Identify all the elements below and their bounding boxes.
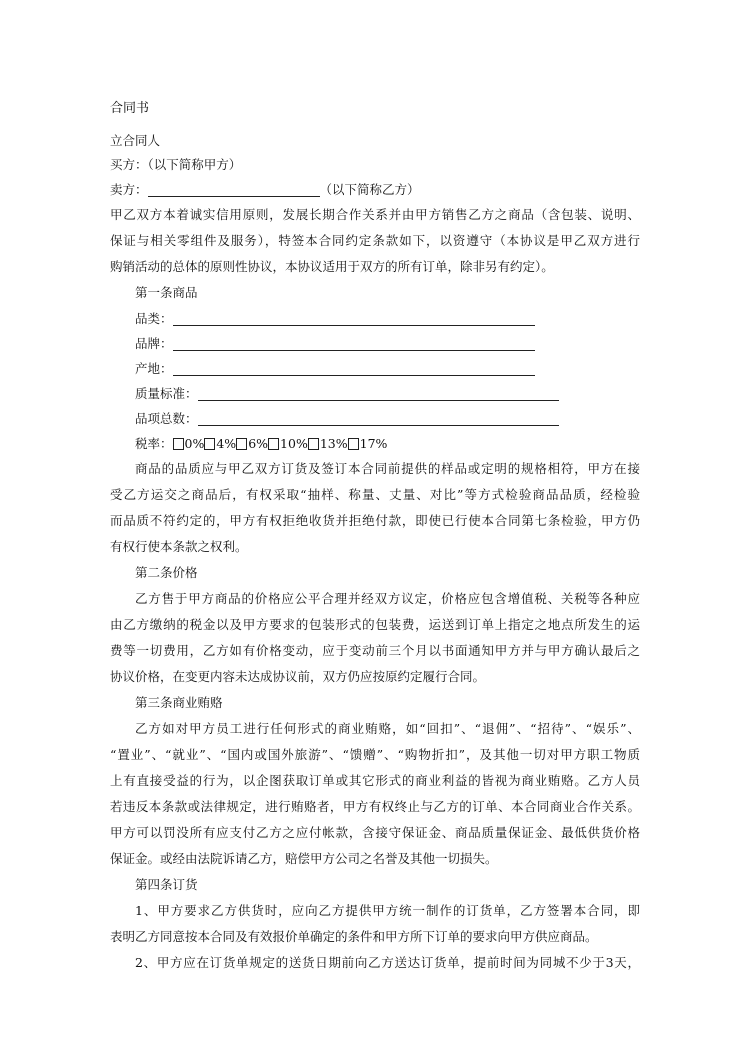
- tax-label: 税率：: [135, 436, 173, 451]
- article-4-line: 1、甲方要求乙方供货时，应向乙方提供甲方统一制作的订货单，乙方签署本合同，即: [135, 903, 640, 918]
- parties-heading: 立合同人: [110, 133, 161, 148]
- article-3-line: 保证金。或经由法院诉请乙方，赔偿甲方公司之名誉及其他一切损失。: [110, 851, 498, 866]
- article-2-line: 费等一切费用，乙方如有价格变动，应于变动前三个月以书面通知甲方并与甲方确认最后之: [110, 643, 640, 658]
- tax-option: 13%: [319, 436, 348, 451]
- brand-field: [135, 336, 535, 352]
- seller-label: 卖方：: [110, 182, 148, 197]
- total-blank: [198, 412, 559, 426]
- quality-blank: [198, 387, 559, 401]
- intro-line: 购销活动的总体的原则性协议，本协议适用于双方的所有订单，除非另有约定）。: [110, 259, 554, 274]
- category-field: [135, 311, 535, 327]
- intro-line: 保证与相关零组件及服务），特签本合同约定条款如下，以资遵守（本协议是甲乙双方进行: [110, 233, 640, 248]
- tax-checkbox[interactable]: [173, 438, 184, 450]
- article-1-line: 商品的品质应与甲乙双方订货及签订本合同前提供的样品或定明的规格相符，甲方在接: [135, 461, 640, 476]
- article-3-heading: 第三条商业贿赂: [135, 695, 223, 710]
- brand-blank: [173, 337, 535, 351]
- seller-line: [110, 182, 420, 198]
- article-2-line: 协议价格，在变更内容未达成协议前，双方仍应按原约定履行合同。: [110, 669, 486, 684]
- category-label: 品类：: [135, 311, 173, 326]
- article-1-heading: 第一条商品: [135, 285, 198, 300]
- quality-label: 质量标准：: [135, 386, 198, 401]
- tax-checkbox[interactable]: [268, 438, 279, 450]
- doc-title: 合同书: [110, 101, 150, 116]
- tax-checkbox[interactable]: [348, 438, 359, 450]
- origin-field: [135, 361, 535, 377]
- article-3-line: “置业”、“就业”、“国内或国外旅游”、“馈赠”、“购物折扣”，及其他一切对甲方职工物质: [110, 747, 640, 762]
- article-2-line: 乙方售于甲方商品的价格应公平合理并经双方议定，价格应包含增值税、关税等各种应: [135, 591, 640, 606]
- quality-field: [135, 386, 559, 402]
- total-label: 品项总数：: [135, 411, 198, 426]
- brand-label: 品牌：: [135, 336, 173, 351]
- article-3-line: 上有直接受益的行为，以企图获取订单或其它形式的商业利益的皆视为商业贿赂。乙方人员: [110, 773, 640, 788]
- tax-option: 17%: [359, 436, 388, 451]
- buyer-line: 买方：（以下简称甲方）: [110, 157, 242, 172]
- tax-checkbox[interactable]: [204, 438, 215, 450]
- intro-line: 甲乙双方本着诚实信用原则，发展长期合作关系并由甲方销售乙方之商品（含包装、说明、: [110, 207, 640, 222]
- tax-option: 4%: [216, 436, 237, 451]
- tax-rate-field: [135, 436, 387, 452]
- article-4-heading: 第四条订货: [135, 877, 198, 892]
- article-1-line: 受乙方运交之商品后，有权采取“抽样、称量、丈量、对比”等方式检验商品品质，经检验: [110, 487, 640, 502]
- article-4-line: 2、甲方应在订货单规定的送货日期前向乙方送达订货单，提前时间为同城不少于3天，: [135, 955, 640, 970]
- article-3-line: 乙方如对甲方员工进行任何形式的商业贿赂，如“回扣”、“退佣”、“招待”、“娱乐”、: [135, 721, 640, 736]
- article-2-heading: 第二条价格: [135, 565, 198, 580]
- seller-blank: [148, 183, 320, 197]
- total-field: [135, 411, 559, 427]
- article-1-line: 有权行使本条款之权利。: [110, 539, 248, 554]
- article-4-line: 表明乙方同意按本合同及有效报价单确定的条件和甲方所下订单的要求向甲方供应商品。: [110, 929, 598, 944]
- tax-option: 6%: [248, 436, 269, 451]
- tax-checkbox[interactable]: [308, 438, 319, 450]
- tax-option: 0%: [184, 436, 205, 451]
- article-1-line: 而品质不符约定的，甲方有权拒绝收货并拒绝付款，即使已行使本合同第七条检验，甲方仍: [110, 513, 640, 528]
- category-blank: [173, 312, 535, 326]
- tax-checkbox[interactable]: [236, 438, 247, 450]
- article-3-line: 甲方可以罚没所有应支付乙方之应付帐款，含接守保证金、商品质量保证金、最低供货价格: [110, 825, 640, 840]
- article-2-line: 由乙方缴纳的税金以及甲方要求的包装形式的包装费，运送到订单上指定之地点所发生的运: [110, 617, 640, 632]
- tax-option: 10%: [280, 436, 308, 451]
- origin-blank: [173, 362, 535, 376]
- seller-suffix: （以下简称乙方）: [319, 182, 420, 197]
- origin-label: 产地：: [135, 361, 173, 376]
- article-3-line: 若违反本条款或法律规定，进行贿赂者，甲方有权终止与乙方的订单、本合同商业合作关系。: [110, 799, 640, 814]
